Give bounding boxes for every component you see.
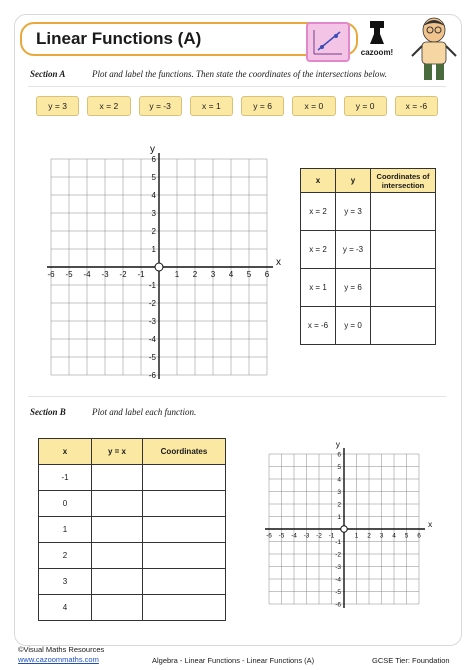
coordinate-grid-b[interactable]	[240, 434, 444, 630]
answer-cell[interactable]	[143, 543, 226, 569]
x-tick-label: 3	[210, 270, 216, 279]
x-tick-label: -2	[316, 532, 322, 540]
function-box: x = 2	[87, 96, 130, 116]
function-list	[36, 96, 438, 116]
function-box: y = 3	[36, 96, 79, 116]
function-box: y = -3	[139, 96, 182, 116]
y-tick-label: -3	[335, 563, 341, 571]
x-tick-label: -1	[137, 270, 145, 279]
table-header: y	[336, 169, 371, 193]
x-tick-label: 5	[246, 270, 252, 279]
function-box: y = 6	[241, 96, 284, 116]
x-tick-label: 3	[379, 532, 384, 540]
origin-marker	[341, 526, 348, 533]
x-tick-label: -5	[65, 270, 73, 279]
y-tick-label: -1	[335, 538, 341, 546]
table-cell: x = -6	[301, 307, 336, 345]
x-tick-label: -6	[266, 532, 272, 540]
y-tick-label: 5	[337, 463, 341, 471]
section-b-divider	[28, 396, 446, 397]
answer-cell[interactable]	[92, 543, 143, 569]
table-header: y = x	[92, 439, 143, 465]
section-a-instruction: Plot and label the functions. Then state the coordinates of the intersections below.	[92, 69, 387, 79]
y-tick-label: 1	[151, 244, 156, 254]
table-header: x	[301, 169, 336, 193]
x-tick-label: -4	[83, 270, 91, 279]
page-title: Linear Functions (A)	[36, 29, 202, 48]
y-tick-label: 6	[337, 451, 341, 459]
table-header: Coordinates of intersection	[371, 169, 436, 193]
answer-cell[interactable]	[143, 465, 226, 491]
x-tick-label: -1	[328, 532, 335, 540]
y-axis-label: y	[150, 144, 155, 155]
x-tick-label: 4	[392, 532, 396, 540]
answer-cell[interactable]	[371, 193, 436, 231]
table-cell: y = -3	[336, 231, 371, 269]
function-box: x = 1	[190, 96, 233, 116]
x-tick-label: 2	[367, 532, 371, 540]
y-tick-label: 6	[151, 154, 156, 164]
y-tick-label: -2	[335, 551, 341, 559]
y-tick-label: -6	[148, 370, 156, 380]
table-cell: x = 2	[301, 231, 336, 269]
mascot-illustration	[408, 16, 460, 86]
footer-credit	[18, 645, 104, 665]
y-tick-label: 3	[337, 488, 341, 496]
y-tick-label: -4	[335, 576, 341, 584]
answer-cell[interactable]	[143, 569, 226, 595]
table-cell: 2	[39, 543, 92, 569]
cazoom-logo	[352, 18, 402, 60]
answer-cell[interactable]	[92, 517, 143, 543]
table-row	[301, 269, 436, 307]
x-tick-label: 6	[264, 270, 270, 279]
y-tick-label: -2	[148, 298, 156, 308]
coordinate-grid-a[interactable]	[28, 128, 290, 380]
table-cell: x = 2	[301, 193, 336, 231]
y-tick-label: 3	[151, 208, 156, 218]
y-tick-label: 4	[151, 190, 156, 200]
table-row	[39, 517, 226, 543]
table-row	[39, 465, 226, 491]
y-axis-label: y	[335, 439, 340, 449]
answer-cell[interactable]	[371, 269, 436, 307]
table-row	[39, 569, 226, 595]
graph-icon	[306, 22, 350, 62]
table-row	[39, 491, 226, 517]
x-tick-label: -4	[291, 532, 297, 540]
answer-cell[interactable]	[92, 595, 143, 621]
section-a-label: Section A	[30, 69, 66, 79]
y-tick-label: -1	[148, 280, 156, 290]
y-tick-label: 5	[151, 172, 156, 182]
table-row	[301, 231, 436, 269]
table-cell: x = 1	[301, 269, 336, 307]
answer-cell[interactable]	[371, 231, 436, 269]
y-tick-label: -5	[335, 588, 341, 596]
x-tick-label: 1	[174, 270, 180, 279]
function-box: y = 0	[344, 96, 387, 116]
table-row	[301, 193, 436, 231]
x-tick-label: 6	[417, 532, 421, 540]
y-tick-label: 1	[337, 513, 341, 521]
table-cell: 4	[39, 595, 92, 621]
brand-name: cazoom!	[360, 48, 394, 57]
x-tick-label: -6	[47, 270, 55, 279]
table-cell: y = 6	[336, 269, 371, 307]
table-cell: 0	[39, 491, 92, 517]
table-row	[39, 543, 226, 569]
section-a-divider	[28, 86, 446, 87]
section-b-instruction: Plot and label each function.	[92, 407, 197, 417]
function-value-table	[38, 438, 226, 621]
section-b-label: Section B	[30, 407, 66, 417]
x-tick-label: -5	[278, 532, 285, 540]
origin-marker	[155, 263, 163, 271]
x-tick-label: 2	[192, 270, 198, 279]
y-tick-label: -6	[335, 601, 341, 609]
footer-tier: GCSE Tier: Foundation	[372, 656, 450, 665]
y-tick-label: -5	[148, 352, 156, 362]
x-tick-label: 5	[404, 532, 409, 540]
table-cell: -1	[39, 465, 92, 491]
x-tick-label: -3	[303, 532, 310, 540]
table-cell: 3	[39, 569, 92, 595]
function-box: x = 0	[292, 96, 335, 116]
answer-cell[interactable]	[92, 491, 143, 517]
y-tick-label: -3	[148, 316, 156, 326]
y-tick-label: 2	[337, 501, 341, 509]
table-cell: y = 3	[336, 193, 371, 231]
function-box: x = -6	[395, 96, 438, 116]
copyright-text: ©Visual Maths Resources	[18, 645, 105, 654]
website-link[interactable]: www.cazoommaths.com	[18, 655, 99, 664]
table-header: x	[39, 439, 92, 465]
table-cell: y = 0	[336, 307, 371, 345]
y-tick-label: 2	[151, 226, 156, 236]
answer-cell[interactable]	[371, 307, 436, 345]
y-tick-label: 4	[337, 476, 341, 484]
intersection-table	[300, 168, 436, 345]
x-axis-label: x	[428, 519, 433, 529]
x-tick-label: 4	[228, 270, 234, 279]
x-tick-label: -3	[101, 270, 109, 279]
table-row	[301, 307, 436, 345]
answer-cell[interactable]	[143, 595, 226, 621]
y-tick-label: -4	[148, 334, 156, 344]
answer-cell[interactable]	[143, 517, 226, 543]
table-header: Coordinates	[143, 439, 226, 465]
answer-cell[interactable]	[143, 491, 226, 517]
answer-cell[interactable]	[92, 569, 143, 595]
answer-cell[interactable]	[92, 465, 143, 491]
footer-topic: Algebra - Linear Functions - Linear Functions (A)	[152, 656, 315, 665]
table-cell: 1	[39, 517, 92, 543]
x-axis-label: x	[276, 257, 281, 268]
x-tick-label: 1	[354, 532, 359, 540]
table-row	[39, 595, 226, 621]
x-tick-label: -2	[119, 270, 127, 279]
